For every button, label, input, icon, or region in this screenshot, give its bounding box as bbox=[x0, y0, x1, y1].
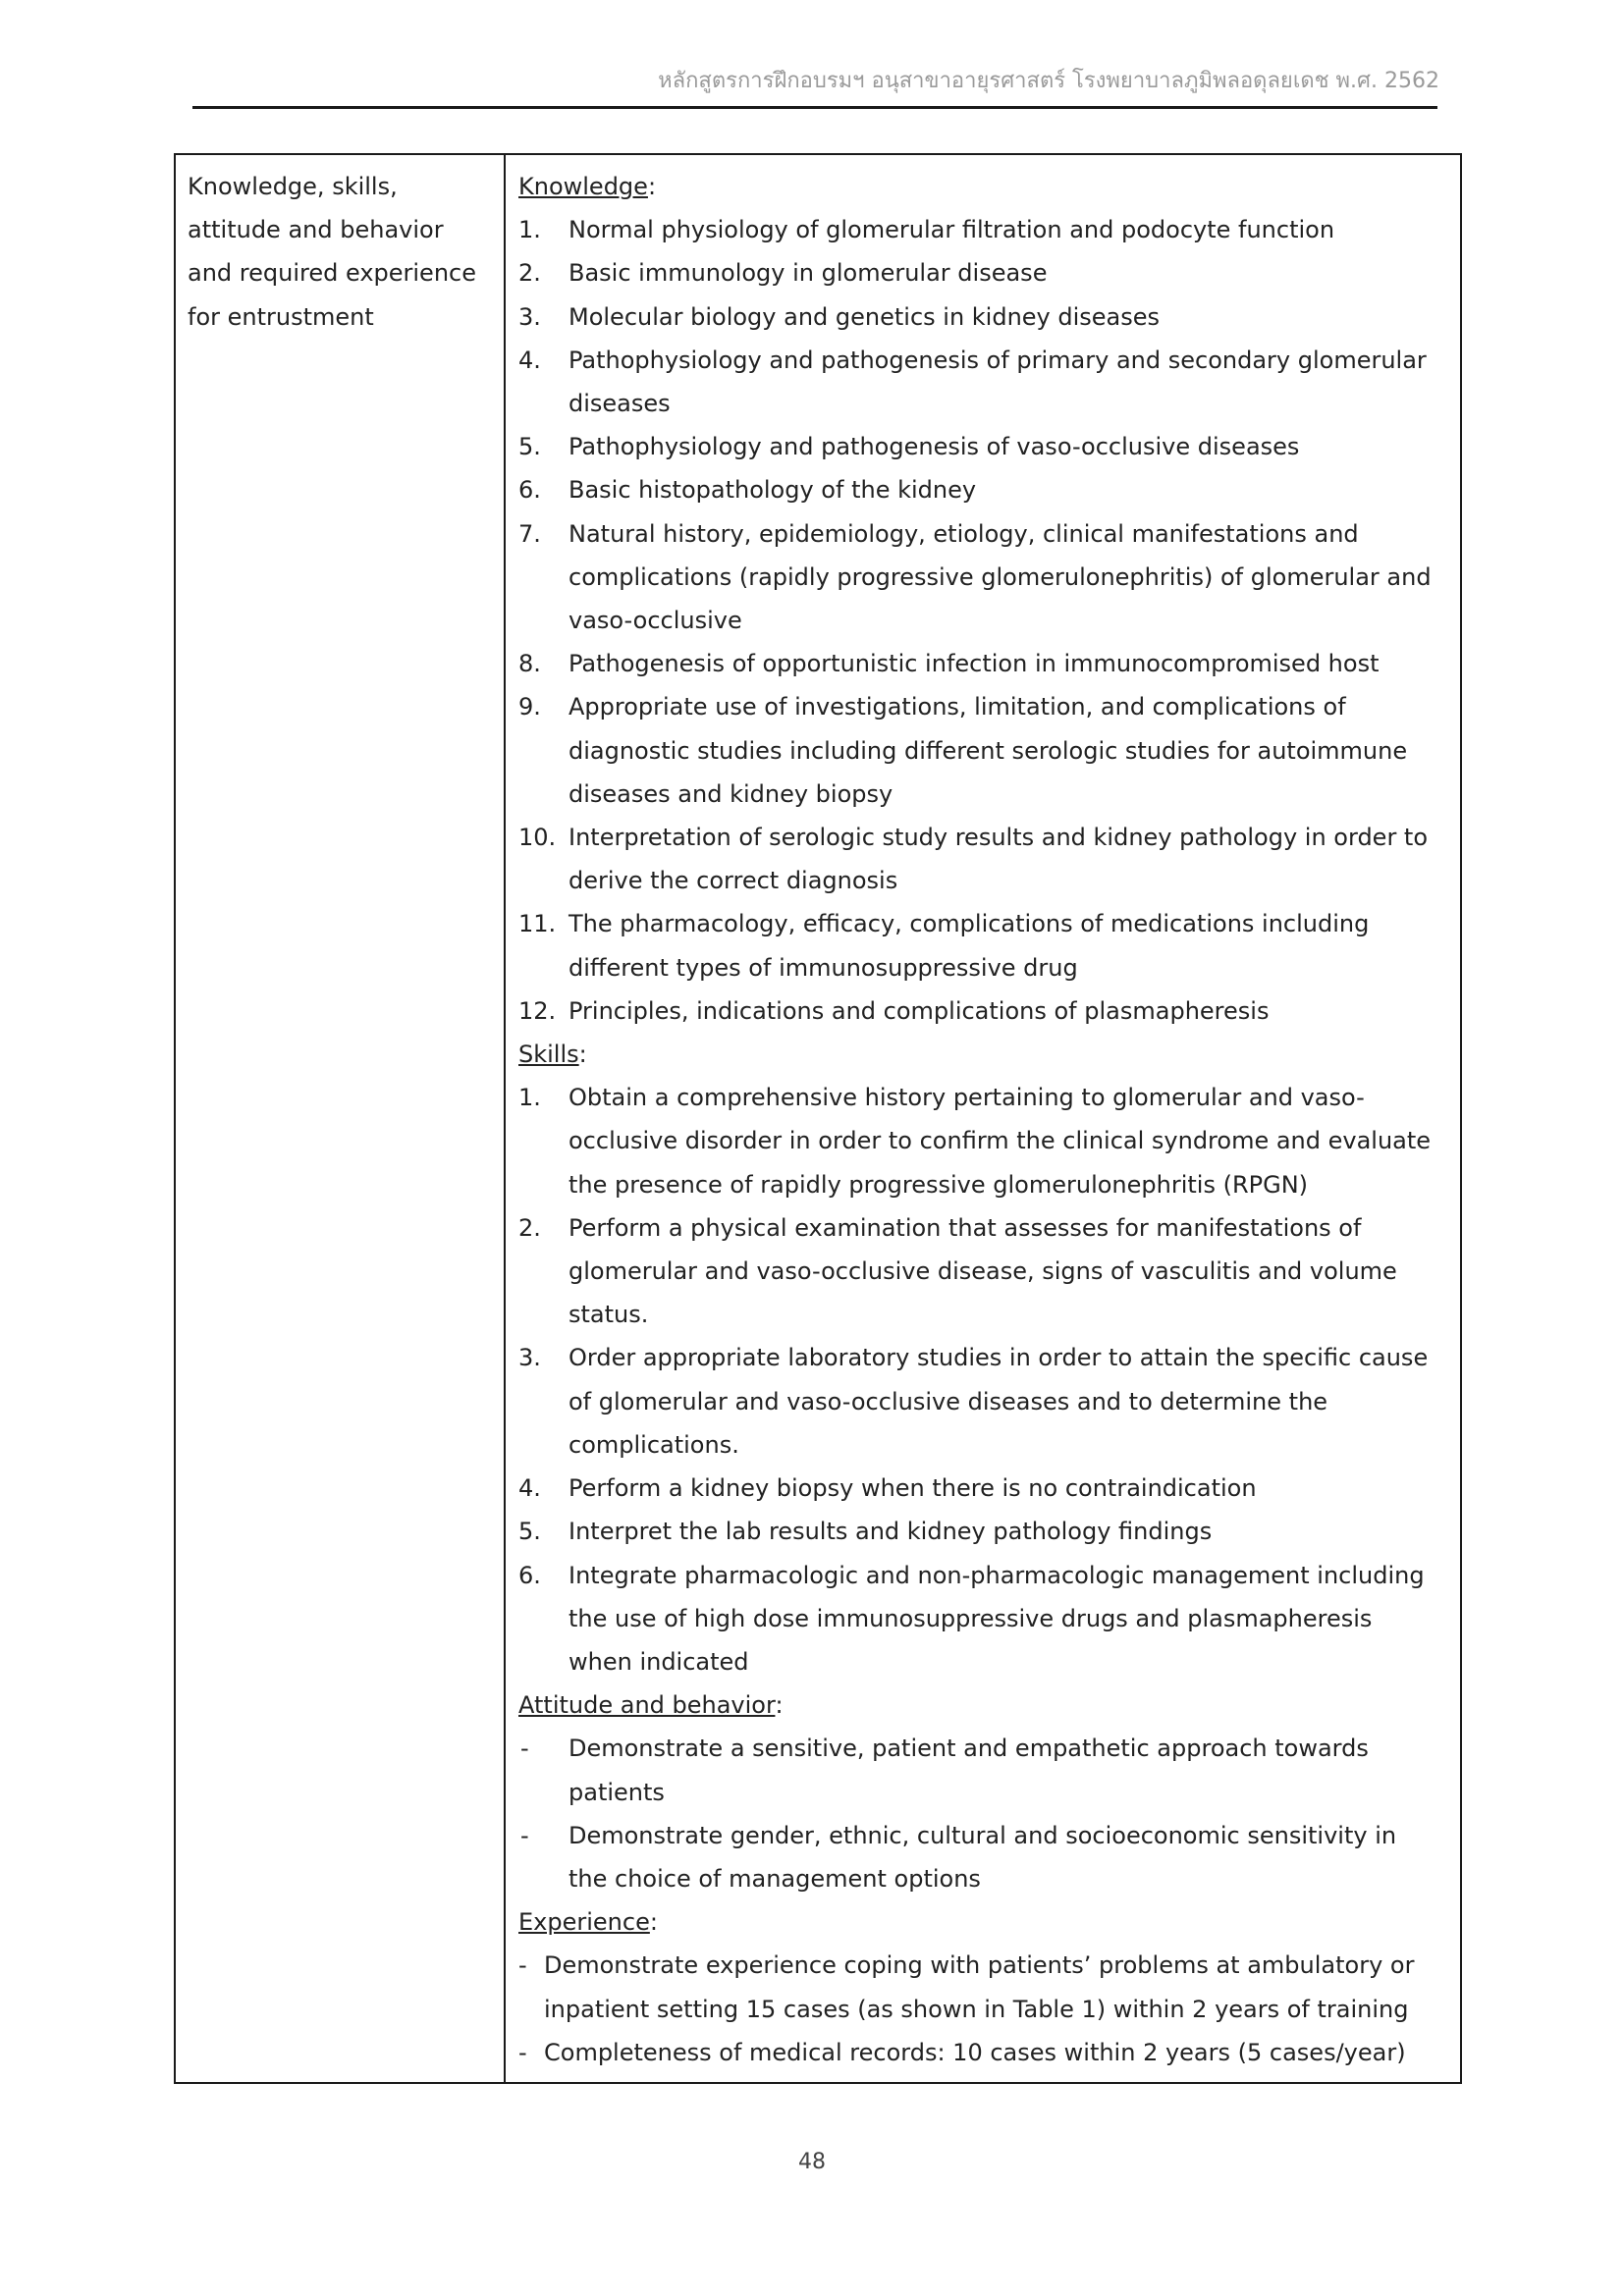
list-item bbox=[518, 512, 1442, 643]
experience-section: Experience: - Demonstrate experience coping with patients’ problems at ambulatory or inpatient setting 15 cases (as shown in Table 1) within 2 years of training - Completeness of medical records: 10 cases within 2 years (5 cases/year) bbox=[518, 1900, 1442, 2074]
item-text: Interpretation of serologic study results and kidney pathology in order to derive the correct diagnosis bbox=[568, 824, 1429, 895]
item-text: Demonstrate experience coping with patients’ problems at ambulatory or inpatient setting 15 cases (as shown in Table 1) within 2 years of training bbox=[544, 1951, 1415, 2023]
page-number: 48 bbox=[798, 2150, 826, 2174]
item-bullet: - bbox=[518, 1951, 527, 1980]
item-text: Basic immunology in glomerular disease bbox=[568, 259, 1048, 288]
attitude-heading: Attitude and behavior bbox=[518, 1691, 776, 1720]
item-number: 2. bbox=[518, 1213, 541, 1242]
row-label-line: for entrustment bbox=[188, 302, 374, 331]
item-number: 9. bbox=[518, 693, 541, 721]
table-row bbox=[175, 154, 1461, 2083]
experience-heading: Experience bbox=[518, 1908, 650, 1937]
item-number: 2. bbox=[518, 259, 541, 288]
item-text: Molecular biology and genetics in kidney diseases bbox=[568, 302, 1161, 331]
knowledge-section: Knowledge: 1. Normal physiology of glomerular filtration and podocyte function 2. Basic immunology in glomerular disease 3. Molecular biology and genetics in kidney diseases 4. Pathophysiology and pathogenesis of primary and secondary glomerular diseases 5. Pathophysiology and pathogenesis of vaso-occlusive diseases 6. Basic histopathology of the kidney 7. Natural history, epidemiology, etiology, clinical manifestations and complications (rapidly progressive glomerulonephritis) of glomerular and vaso-occlusive 8. Pathogenesis of opportunistic infection in immunocompromised host 9. Appropriate use of investigations, limitation, and complications of diagnostic studies including different serologic studies for autoimmune diseases and kidney biopsy 10. Interpretation of serologic study results and kidney pathology in order to derive the correct diagnosis 11. The pharmacology, efficacy, complications of medications including different types of immunosuppressive drug 12. Principles, indications and complications of plasmapheresis bbox=[518, 165, 1442, 1033]
header-rule bbox=[192, 106, 1437, 109]
item-number: 12. bbox=[518, 996, 557, 1025]
item-number: 3. bbox=[518, 302, 541, 331]
skills-heading: Skills bbox=[518, 1041, 579, 1069]
item-number: 11. bbox=[518, 910, 557, 938]
page-header-title: หลักสูตรการฝึกอบรมฯ อนุสาขาอายุรศาสตร์ โรงพยาบาลภูมิพลอดุลยเดช พ.ศ. 2562 bbox=[658, 69, 1439, 93]
list-item bbox=[518, 468, 1442, 511]
item-number: 7. bbox=[518, 519, 541, 548]
list-item bbox=[518, 1467, 1442, 1510]
item-text: Perform a physical examination that assesses for manifestations of glomerular and vaso-occlusive disease, signs of vasculitis and volume status. bbox=[568, 1213, 1397, 1329]
attitude-section: Attitude and behavior: - Demonstrate a sensitive, patient and empathetic approach towards patients - Demonstrate gender, ethnic, cultural and socioeconomic sensitivity in the choice of management options bbox=[518, 1683, 1442, 1900]
item-text: Interpret the lab results and kidney pathology findings bbox=[568, 1518, 1213, 1546]
item-text: Perform a kidney biopsy when there is no contraindication bbox=[568, 1474, 1257, 1503]
item-number: 5. bbox=[518, 433, 541, 461]
item-text: Demonstrate gender, ethnic, cultural and socioeconomic sensitivity in the choice of management options bbox=[568, 1821, 1397, 1893]
knowledge-heading: Knowledge bbox=[518, 173, 648, 200]
item-bullet: - bbox=[518, 2038, 527, 2066]
item-text: Principles, indications and complications of plasmapheresis bbox=[568, 996, 1270, 1025]
item-text: Demonstrate a sensitive, patient and empathetic approach towards patients bbox=[568, 1735, 1369, 1806]
list-item bbox=[518, 208, 1442, 251]
item-number: 6. bbox=[518, 476, 541, 505]
item-text: Appropriate use of investigations, limitation, and complications of diagnostic studies including different serologic studies for autoimmune diseases and kidney biopsy bbox=[568, 693, 1408, 808]
list-item bbox=[518, 1206, 1442, 1337]
row-label-cell bbox=[175, 154, 505, 2083]
item-number: 1. bbox=[518, 216, 541, 244]
item-text: Completeness of medical records: 10 cases within 2 years (5 cases/year) bbox=[544, 2038, 1406, 2066]
item-text: Natural history, epidemiology, etiology, clinical manifestations and complications (rapidly progressive glomerulonephritis) of glomerular and vaso-occlusive bbox=[568, 519, 1432, 635]
item-text: Pathophysiology and pathogenesis of primary and secondary glomerular diseases bbox=[568, 346, 1427, 418]
list-item bbox=[518, 251, 1442, 294]
list-item bbox=[518, 2031, 1442, 2074]
item-text: Pathogenesis of opportunistic infection in immunocompromised host bbox=[568, 650, 1380, 678]
item-number: 3. bbox=[518, 1344, 541, 1372]
list-item bbox=[518, 295, 1442, 339]
row-content-cell bbox=[505, 154, 1461, 2083]
list-item bbox=[518, 425, 1442, 468]
item-text: The pharmacology, efficacy, complications of medications including different types of immunosuppressive drug bbox=[568, 910, 1370, 982]
list-item bbox=[518, 989, 1442, 1033]
item-number: 4. bbox=[518, 1474, 541, 1503]
list-item bbox=[518, 902, 1442, 988]
list-item bbox=[518, 816, 1442, 902]
item-text: Basic histopathology of the kidney bbox=[568, 476, 977, 505]
item-text: Integrate pharmacologic and non-pharmacologic management including the use of high dose immunosuppressive drugs and plasmapheresis when indicated bbox=[568, 1561, 1425, 1676]
item-text: Normal physiology of glomerular filtration and podocyte function bbox=[568, 216, 1335, 244]
list-item bbox=[518, 1814, 1442, 1900]
list-item bbox=[518, 1076, 1442, 1206]
list-item bbox=[518, 1554, 1442, 1684]
item-number: 5. bbox=[518, 1518, 541, 1546]
item-bullet: - bbox=[520, 1735, 529, 1763]
list-item bbox=[518, 339, 1442, 425]
row-label-line: attitude and behavior bbox=[188, 216, 444, 244]
skills-section: Skills: 1. Obtain a comprehensive history pertaining to glomerular and vaso-occlusive disorder in order to confirm the clinical syndrome and evaluate the presence of rapidly progressive glomerulonephritis (RPGN) 2. Perform a physical examination that assesses for manifestations of glomerular and vaso-occlusive disease, signs of vasculitis and volume status. 3. Order appropriate laboratory studies in order to attain the specific cause of glomerular and vaso-occlusive diseases and to determine the complications. 4. Perform a kidney biopsy when there is no contraindication 5. Interpret the lab results and kidney pathology findings 6. Integrate pharmacologic and non-pharmacologic management including the use of high dose immunosuppressive drugs and plasmapheresis when indicated bbox=[518, 1033, 1442, 1683]
item-number: 1. bbox=[518, 1084, 541, 1112]
row-label-line: Knowledge, skills, bbox=[188, 173, 398, 200]
list-item bbox=[518, 1336, 1442, 1467]
competency-table bbox=[174, 153, 1462, 2084]
list-item bbox=[518, 1510, 1442, 1553]
item-number: 4. bbox=[518, 346, 541, 374]
list-item bbox=[518, 1727, 1442, 1813]
item-number: 10. bbox=[518, 824, 557, 852]
item-number: 8. bbox=[518, 650, 541, 678]
item-text: Pathophysiology and pathogenesis of vaso-occlusive diseases bbox=[568, 433, 1300, 461]
list-item bbox=[518, 685, 1442, 816]
item-bullet: - bbox=[520, 1821, 529, 1849]
item-text: Order appropriate laboratory studies in order to attain the specific cause of glomerular and vaso-occlusive diseases and to determine the complications. bbox=[568, 1344, 1429, 1459]
row-label-line: and required experience bbox=[188, 259, 476, 288]
list-item bbox=[518, 1944, 1442, 2030]
item-text: Obtain a comprehensive history pertaining to glomerular and vaso-occlusive disorder in order to confirm the clinical syndrome and evaluate the presence of rapidly progressive glomerulonephritis (RPGN) bbox=[568, 1084, 1432, 1199]
list-item bbox=[518, 642, 1442, 685]
item-number: 6. bbox=[518, 1561, 541, 1589]
